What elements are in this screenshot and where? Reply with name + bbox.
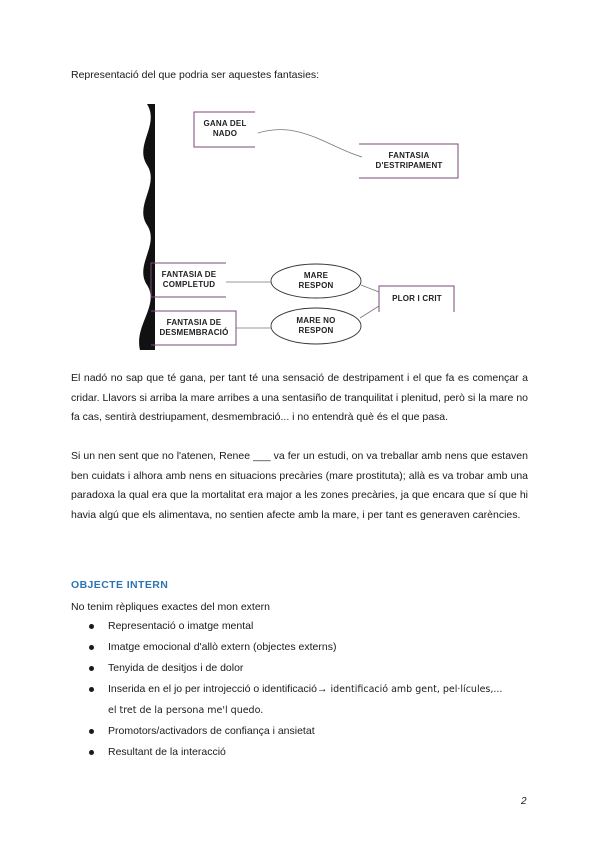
bullet-icon xyxy=(89,624,94,629)
page-number: 2 xyxy=(521,796,527,807)
paragraph-1: El nadó no sap que té gana, per tant té una sensació de destripament i el que fa es començar a cridar. Llavors si arriba la mare arribes a una sentasiño de tranquilitat i plenitud, però si la mare no fa cas, sentirà destriupament, desmembració... i no entendrà què és el que pasa. xyxy=(71,372,528,423)
label-mare-respon: MARE RESPON xyxy=(298,271,334,290)
bullet-continuation: el tret de la persona me'l quedo. xyxy=(108,705,264,716)
label-gana-del-nado: GANA DEL NADO xyxy=(203,119,247,138)
bullet-icon xyxy=(89,645,94,650)
bullet-icon xyxy=(89,729,94,734)
list-item: Inserida en el jo per introjecció o identificació→ identificació amb gent, pel·lícules,... el tret de la persona me'l quedo. xyxy=(86,679,502,721)
bullet-list xyxy=(86,616,502,763)
list-item: Resultant de la interacció xyxy=(86,742,502,763)
list-item: Promotors/activadors de confiança i ansietat xyxy=(86,721,502,742)
label-fantasia-completud: FANTASIA DE COMPLETUD xyxy=(161,270,217,289)
label-mare-no-respon: MARE NO RESPON xyxy=(296,316,336,335)
section-subtitle: No tenim rèpliques exactes del mon extern xyxy=(71,601,271,613)
label-fantasia-desmembracio: FANTASIA DE DESMEMBRACIÓ xyxy=(159,318,229,337)
bullet-icon xyxy=(89,666,94,671)
fantasies-diagram xyxy=(0,0,600,360)
connector-no-respon xyxy=(360,306,379,318)
label-plor-i-crit: PLOR I CRIT xyxy=(392,294,442,303)
connector-respon xyxy=(361,285,379,292)
bullet-icon xyxy=(89,750,94,755)
bullet-icon xyxy=(89,687,94,692)
list-item: Tenyida de desitjos i de dolor xyxy=(86,658,502,679)
paragraph-2: Si un nen sent que no l'atenen, Renee ___ va fer un estudi, on va treballar amb nens que estaven ben cuidats i alhora amb nens en situacions precàries (mare prostituta); allà es va trobar amb una paradoxa la qual era que la mortalitat era major a les zones precàries, ja que encara que sí que hi havia algú que els alimentava, no sentien afecte amb la mare, i per tant es generaven carències. xyxy=(71,450,528,521)
connector-gana xyxy=(258,130,362,157)
list-item: Representació o imatge mental xyxy=(86,616,502,637)
intro-text: Representació del que podria ser aquestes fantasies: xyxy=(71,69,320,81)
wavy-bar xyxy=(139,104,155,350)
section-heading: OBJECTE INTERN xyxy=(71,579,169,591)
list-item: Imatge emocional d'allò extern (objectes externs) xyxy=(86,637,502,658)
label-fantasia-destripament: FANTASIA D'ESTRIPAMENT xyxy=(375,151,443,170)
